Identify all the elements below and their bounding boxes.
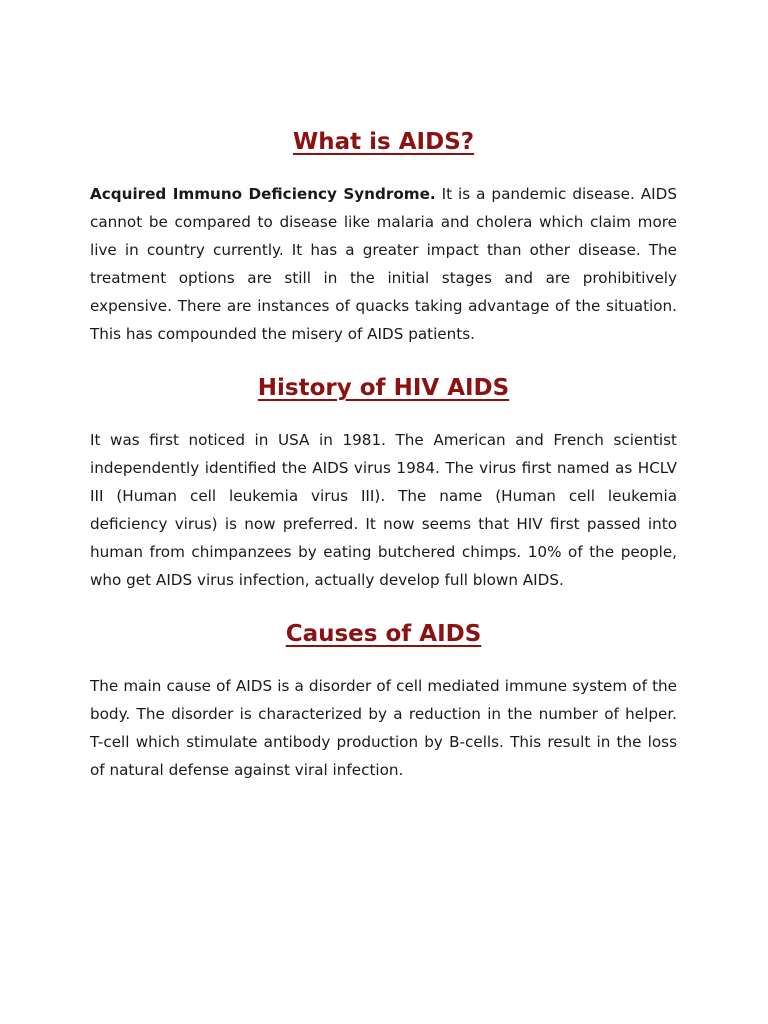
section-paragraph: The main cause of AIDS is a disorder of cell mediated immune system of the body. The disorder is characterized by a reduction in the number of helper. T-cell which stimulate antibody production by B-cells. This result in the loss of natural defense against viral infection. xyxy=(90,677,677,779)
section-causes-of-aids xyxy=(90,616,677,784)
section-heading: History of HIV AIDS xyxy=(257,375,510,401)
document-content xyxy=(90,124,677,784)
section-paragraph xyxy=(90,180,677,348)
section-what-is-aids xyxy=(90,124,677,348)
section-paragraph: It was first noticed in USA in 1981. The American and French scientist independently identified the AIDS virus 1984. The virus first named as HCLV III (Human cell leukemia virus III). The name (Human cell leukemia deficiency virus) is now preferred. It now seems that HIV first passed into human from chimpanzees by eating butchered chimps. 10% of the people, who get AIDS virus infection, actually develop full blown AIDS. xyxy=(90,431,677,589)
section-heading: What is AIDS? xyxy=(292,129,475,155)
section-history-of-hiv-aids xyxy=(90,370,677,594)
paragraph-text: It is a pandemic disease. AIDS cannot be compared to disease like malaria and cholera which claim more live in country currently. It has a greater impact than other disease. The treatment options are still in the initial stages and are prohibitively expensive. There are instances of quacks taking advantage of the situation. This has compounded the misery of AIDS patients. xyxy=(90,185,677,343)
section-heading: Causes of AIDS xyxy=(285,621,482,647)
lead-bold-text: Acquired Immuno Deficiency Syndrome. xyxy=(90,185,436,203)
